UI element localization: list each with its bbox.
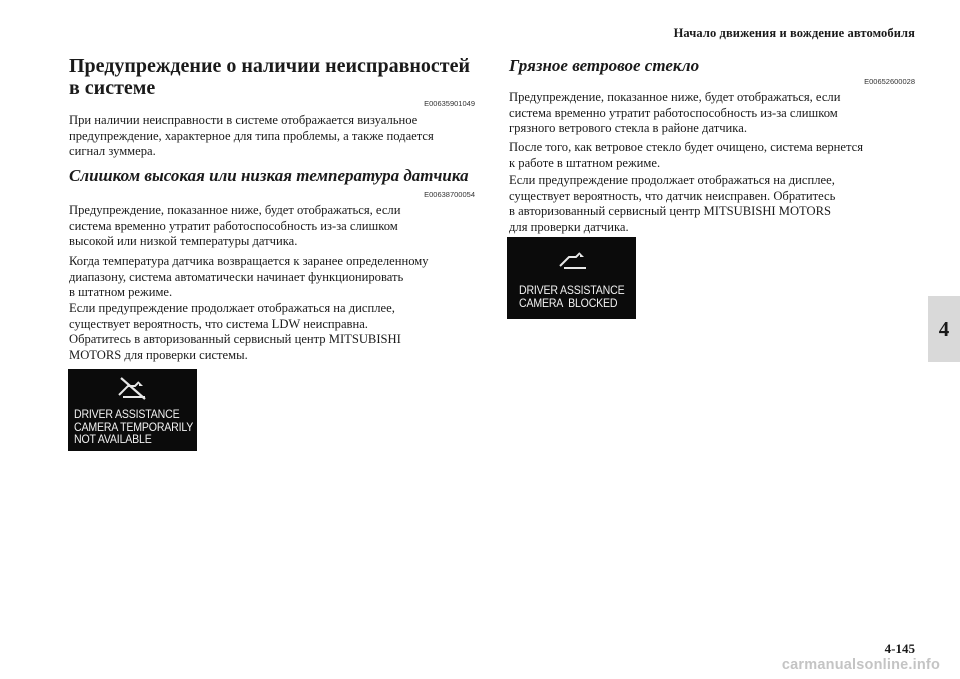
- paragraph: После того, как ветровое стекло будет очищено, система вернется к работе в штатном режиме.: [509, 140, 863, 170]
- paragraph: Если предупреждение продолжает отображаться на дисплее, существует вероятность, что система LDW неисправна.: [69, 301, 395, 331]
- display-screen-camera-blocked: DRIVER ASSISTANCE CAMERA BLOCKED: [507, 237, 636, 319]
- section-heading-sensor-temperature: Слишком высокая или низкая температура датчика: [69, 166, 469, 185]
- doc-code: E00652600028: [864, 77, 915, 86]
- paragraph: Предупреждение, показанное ниже, будет отображаться, если система временно утратит работоспособность из-за слишком грязного ветрового стекла в районе датчика.: [509, 90, 841, 136]
- page-number: 4-145: [884, 641, 915, 656]
- paragraph: При наличии неисправности в системе отображается визуальное предупреждение, характерное для типа проблемы, а также подается сигнал зуммера.: [69, 113, 434, 159]
- paragraph: Предупреждение, показанное ниже, будет отображаться, если система временно утратит работоспособность из-за слишком высокой или низкой температуры датчика.: [69, 203, 401, 249]
- camera-icon: [554, 246, 594, 272]
- paragraph: Когда температура датчика возвращается к заранее определенному диапазону, система автоматически начинает функционировать в штатном режиме.: [69, 254, 429, 300]
- section-heading-system-fault: Предупреждение о наличии неисправностей в системе: [69, 55, 470, 99]
- section-heading-dirty-windshield: Грязное ветровое стекло: [509, 56, 700, 75]
- camera-crossed-icon: [113, 375, 153, 401]
- running-header: Начало движения и вождение автомобиля: [673, 26, 915, 40]
- chapter-tab: 4: [928, 296, 960, 362]
- paragraph: Обратитесь в авторизованный сервисный центр MITSUBISHI MOTORS для проверки системы.: [69, 332, 401, 362]
- display-screen-camera-unavailable: DRIVER ASSISTANCE CAMERA TEMPORARILY NOT AVAILABLE: [68, 369, 197, 451]
- watermark: carmanualsonline.info: [781, 657, 940, 673]
- paragraph: Если предупреждение продолжает отображаться на дисплее, существует вероятность, что датчик неисправен. Обратитесь в авторизованный сервисный центр MITSUBISHI MOTORS для проверки датчика.: [509, 173, 836, 234]
- doc-code: E00638700054: [424, 190, 475, 199]
- doc-code: E00635901049: [424, 99, 475, 108]
